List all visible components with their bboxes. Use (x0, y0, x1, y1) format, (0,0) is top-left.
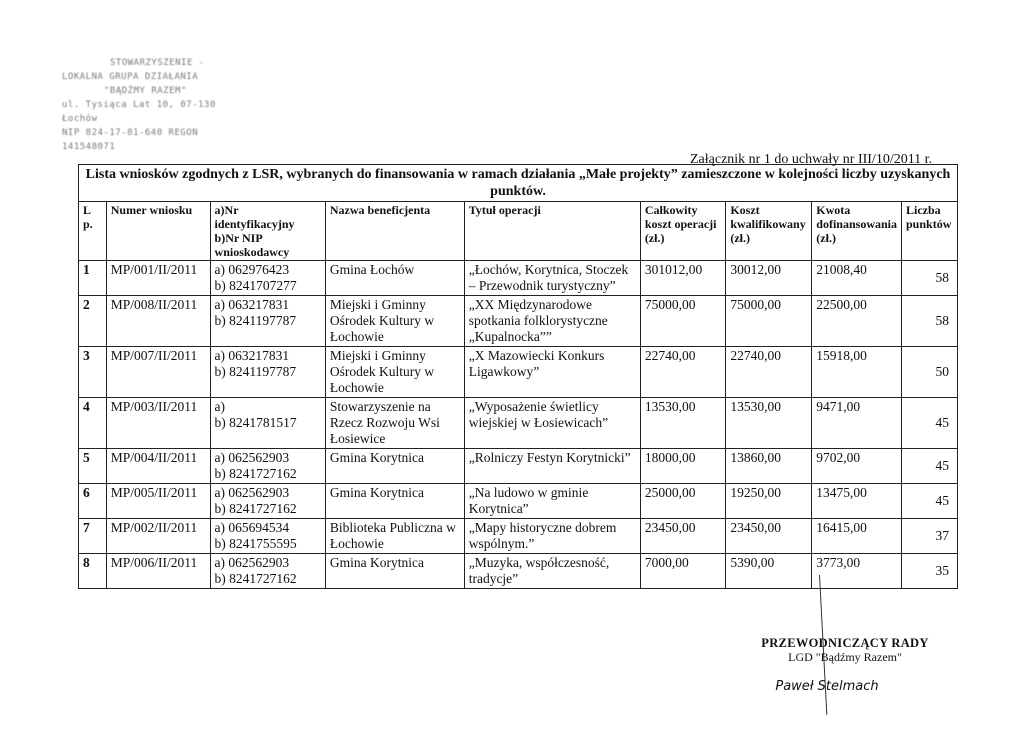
header-operation-title: Tytuł operacji (464, 202, 640, 261)
cell-identification (210, 347, 325, 398)
regon-number: a) 065694534 (214, 520, 290, 535)
cell-identification (210, 449, 325, 484)
cell-identification (210, 261, 325, 296)
cell-beneficiary: Miejski i Gminny Ośrodek Kultury w Łochowie (325, 347, 464, 398)
cell-eligible-cost: 22740,00 (726, 347, 812, 398)
regon-number: a) (214, 399, 226, 414)
cell-points: 58 (902, 296, 958, 347)
nip-number: b) 8241755595 (214, 536, 297, 551)
cell-funding-amount: 9471,00 (812, 398, 902, 449)
cell-points: 58 (902, 261, 958, 296)
cell-operation-title: „Na ludowo w gminie Korytnica” (464, 484, 640, 519)
nip-number: b) 8241781517 (214, 415, 297, 430)
cell-total-cost: 18000,00 (640, 449, 726, 484)
cell-identification (210, 554, 325, 589)
cell-application-number: MP/004/II/2011 (106, 449, 210, 484)
cell-eligible-cost: 30012,00 (726, 261, 812, 296)
cell-lp: 6 (79, 484, 107, 519)
cell-lp: 5 (79, 449, 107, 484)
stamp-line: ul. Tysiąca Lat 10, 07-130 Łochów (62, 100, 216, 124)
nip-number: b) 8241727162 (214, 501, 297, 516)
cell-application-number: MP/001/II/2011 (106, 261, 210, 296)
cell-beneficiary: Miejski i Gminny Ośrodek Kultury w Łochowie (325, 296, 464, 347)
table-row (79, 554, 958, 589)
cell-eligible-cost: 75000,00 (726, 296, 812, 347)
cell-points: 45 (902, 484, 958, 519)
cell-points: 37 (902, 519, 958, 554)
cell-beneficiary: Gmina Łochów (325, 261, 464, 296)
cell-operation-title: „XX Międzynarodowe spotkania folklorystyczne „Kupalnocka”” (464, 296, 640, 347)
table-title: Lista wniosków zgodnych z LSR, wybranych do finansowania w ramach działania „Małe projekty” zamieszczone w kolejności liczby uzyskanych punktów. (79, 165, 958, 202)
regon-number: a) 063217831 (214, 297, 290, 312)
organization-stamp (62, 56, 252, 154)
nip-number: b) 8241197787 (214, 313, 297, 328)
nip-number: b) 8241197787 (214, 364, 297, 379)
stamp-line: "BĄDŹMY RAZEM" (104, 86, 187, 96)
cell-beneficiary: Gmina Korytnica (325, 484, 464, 519)
cell-lp: 8 (79, 554, 107, 589)
cell-total-cost: 13530,00 (640, 398, 726, 449)
header-identification: a)Nr identyfikacyjny b)Nr NIP wnioskodawcy (210, 202, 325, 261)
cell-total-cost: 75000,00 (640, 296, 726, 347)
regon-number: a) 062562903 (214, 485, 290, 500)
cell-operation-title: „X Mazowiecki Konkurs Ligawkowy” (464, 347, 640, 398)
table-row (79, 347, 958, 398)
cell-beneficiary: Biblioteka Publiczna w Łochowie (325, 519, 464, 554)
table-row (79, 261, 958, 296)
cell-eligible-cost: 13530,00 (726, 398, 812, 449)
cell-operation-title: „Łochów, Korytnica, Stoczek – Przewodnik turystyczny” (464, 261, 640, 296)
header-lp: L p. (79, 202, 107, 261)
table-row (79, 296, 958, 347)
cell-funding-amount: 16415,00 (812, 519, 902, 554)
table-row (79, 449, 958, 484)
cell-application-number: MP/008/II/2011 (106, 296, 210, 347)
cell-identification (210, 398, 325, 449)
cell-identification (210, 519, 325, 554)
cell-points: 45 (902, 449, 958, 484)
cell-eligible-cost: 23450,00 (726, 519, 812, 554)
cell-operation-title: „Rolniczy Festyn Korytnicki” (464, 449, 640, 484)
cell-identification (210, 484, 325, 519)
cell-funding-amount: 21008,40 (812, 261, 902, 296)
nip-number: b) 8241707277 (214, 278, 297, 293)
cell-application-number: MP/002/II/2011 (106, 519, 210, 554)
header-eligible-cost: Koszt kwalifikowany (zł.) (726, 202, 812, 261)
cell-lp: 4 (79, 398, 107, 449)
table-row (79, 484, 958, 519)
cell-eligible-cost: 5390,00 (726, 554, 812, 589)
annex-reference: Załącznik nr 1 do uchwały nr III/10/2011 r. (690, 152, 933, 167)
cell-funding-amount: 15918,00 (812, 347, 902, 398)
regon-number: a) 063217831 (214, 348, 290, 363)
cell-lp: 2 (79, 296, 107, 347)
header-funding-amount: Kwota dofinansowania (zł.) (812, 202, 902, 261)
cell-lp: 7 (79, 519, 107, 554)
cell-eligible-cost: 19250,00 (726, 484, 812, 519)
nip-number: b) 8241727162 (214, 571, 297, 586)
stamp-line: NIP 824-17-81-640 REGON 141548071 (62, 128, 199, 152)
signatory-organization: LGD "Bądźmy Razem" (788, 650, 902, 664)
applications-table (78, 164, 958, 589)
cell-operation-title: „Muzyka, współczesność, tradycje” (464, 554, 640, 589)
table-row (79, 398, 958, 449)
cell-points: 50 (902, 347, 958, 398)
cell-total-cost: 22740,00 (640, 347, 726, 398)
cell-beneficiary: Gmina Korytnica (325, 449, 464, 484)
signature-block (750, 636, 940, 694)
cell-identification (210, 296, 325, 347)
header-beneficiary: Nazwa beneficjenta (325, 202, 464, 261)
table-header-row (79, 202, 958, 261)
cell-funding-amount: 9702,00 (812, 449, 902, 484)
regon-number: a) 062562903 (214, 450, 290, 465)
cell-total-cost: 23450,00 (640, 519, 726, 554)
header-points: Liczba punktów (902, 202, 958, 261)
stamp-line: STOWARZYSZENIE - (110, 58, 205, 68)
regon-number: a) 062976423 (214, 262, 290, 277)
signatory-name: Paweł Stelmach (775, 679, 879, 694)
cell-application-number: MP/003/II/2011 (106, 398, 210, 449)
header-application-number: Numer wniosku (106, 202, 210, 261)
cell-points: 35 (902, 554, 958, 589)
nip-number: b) 8241727162 (214, 466, 297, 481)
cell-eligible-cost: 13860,00 (726, 449, 812, 484)
cell-beneficiary: Stowarzyszenie na Rzecz Rozwoju Wsi Łosiewice (325, 398, 464, 449)
cell-points: 45 (902, 398, 958, 449)
cell-lp: 1 (79, 261, 107, 296)
cell-funding-amount: 22500,00 (812, 296, 902, 347)
cell-funding-amount: 13475,00 (812, 484, 902, 519)
cell-application-number: MP/006/II/2011 (106, 554, 210, 589)
cell-beneficiary: Gmina Korytnica (325, 554, 464, 589)
cell-total-cost: 301012,00 (640, 261, 726, 296)
cell-total-cost: 25000,00 (640, 484, 726, 519)
regon-number: a) 062562903 (214, 555, 290, 570)
header-total-cost: Całkowity koszt operacji (zł.) (640, 202, 726, 261)
stamp-line: LOKALNA GRUPA DZIAŁANIA (62, 72, 199, 82)
cell-funding-amount: 3773,00 (812, 554, 902, 589)
cell-total-cost: 7000,00 (640, 554, 726, 589)
table-title-row (79, 165, 958, 202)
signatory-title: PRZEWODNICZĄCY RADY (761, 636, 929, 650)
table-row (79, 519, 958, 554)
cell-lp: 3 (79, 347, 107, 398)
cell-operation-title: „Mapy historyczne dobrem wspólnym.” (464, 519, 640, 554)
cell-application-number: MP/007/II/2011 (106, 347, 210, 398)
cell-application-number: MP/005/II/2011 (106, 484, 210, 519)
cell-operation-title: „Wyposażenie świetlicy wiejskiej w Łosiewicach” (464, 398, 640, 449)
